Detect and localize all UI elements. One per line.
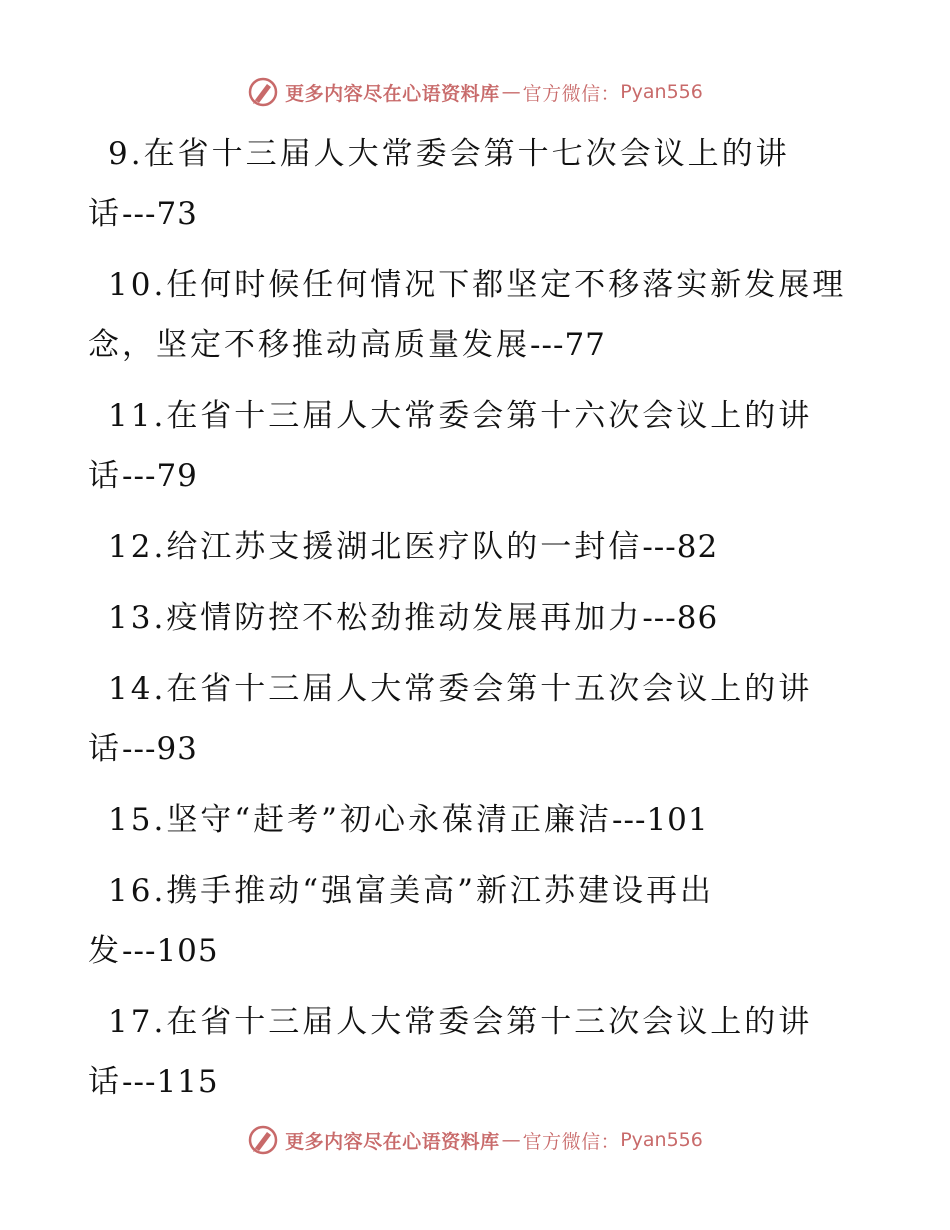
toc-entry-leader: --- [122,1064,157,1100]
toc-entry-title-continued: 话 [88,1064,122,1100]
toc-entry-page: 115 [156,1064,219,1100]
toc-entry [88,659,898,779]
toc-entry-title: 在省十三届人大常委会第十六次会议上的讲 [166,398,813,434]
banner-label: 官方微信： [522,1130,621,1153]
banner-brand-text: 更多内容尽在心语资料库 [285,1130,500,1153]
toc-entry-title-continued: 发 [88,933,122,969]
toc-entry-title: 在省十三届人大常委会第十五次会议上的讲 [166,671,813,707]
pen-circle-icon [247,76,279,108]
toc-entry-number: 16. [108,873,167,909]
toc-entry-title-continued: 话 [88,731,122,767]
toc-entry-page: 79 [156,458,198,494]
toc-entry-leader: --- [642,529,677,565]
toc-entry-page: 77 [564,327,606,363]
toc-entry-number: 15. [108,802,167,838]
toc-entry-title: 在省十三届人大常委会第十三次会议上的讲 [166,1004,813,1040]
toc-entry-title-continued: 念，坚定不移推动高质量发展 [88,327,530,363]
toc-entry-number: 11. [108,398,167,434]
toc-entry-leader: --- [530,327,565,363]
toc-entry-title: 给江苏支援湖北医疗队的一封信 [166,529,643,565]
toc-entry-number: 9. [108,136,144,172]
toc-entry [88,255,898,375]
toc-entry-leader: --- [122,731,157,767]
toc-entry-title: 坚守“赶考”初心永葆清正廉洁 [166,802,613,838]
toc-entry-leader: --- [612,802,647,838]
toc-entry-number: 14. [108,671,167,707]
toc-entry-title-continued: 话 [88,458,122,494]
toc-entry-page: 101 [646,802,709,838]
toc-entry [88,386,898,506]
banner-brand-text: 更多内容尽在心语资料库 [285,82,500,105]
banner-separator: — [501,81,521,103]
banner-wechat-id: Pyan556 [620,1129,703,1151]
toc-entry [88,124,898,244]
toc-entry-number: 10. [108,267,167,303]
toc-entry-title: 任何时候任何情况下都坚定不移落实新发展理 [166,267,847,303]
toc-entry-title-continued: 话 [88,196,122,232]
toc-entry-page: 86 [676,600,719,636]
toc-entry-number: 17. [108,1004,167,1040]
banner-wechat-id: Pyan556 [620,81,703,103]
toc-entry-title: 携手推动“强富美高”新江苏建设再出 [166,873,715,909]
toc-entry [98,517,898,577]
toc-entry-page: 73 [156,196,198,232]
toc-entry-leader: --- [122,196,157,232]
toc-entry-title: 在省十三届人大常委会第十七次会议上的讲 [143,136,790,172]
toc-entry-leader: --- [122,933,157,969]
toc-entry [88,992,898,1112]
toc-entry-page: 82 [676,529,719,565]
pen-circle-icon [247,1124,279,1156]
toc-entry-page: 105 [156,933,219,969]
header-banner [0,72,950,112]
footer-banner [0,1120,950,1160]
banner-separator: — [501,1129,521,1151]
toc-entry [88,861,898,981]
toc-entry-leader: --- [642,600,677,636]
toc-entry [98,790,898,850]
toc-entry-leader: --- [122,458,157,494]
toc-entry-page: 93 [156,731,198,767]
toc-entry-title: 疫情防控不松劲推动发展再加力 [166,600,643,636]
banner-label: 官方微信： [522,82,621,105]
toc-entry-number: 12. [108,529,167,565]
toc-entry [98,588,898,648]
toc-entry-number: 13. [108,600,167,636]
table-of-contents [88,124,898,1123]
